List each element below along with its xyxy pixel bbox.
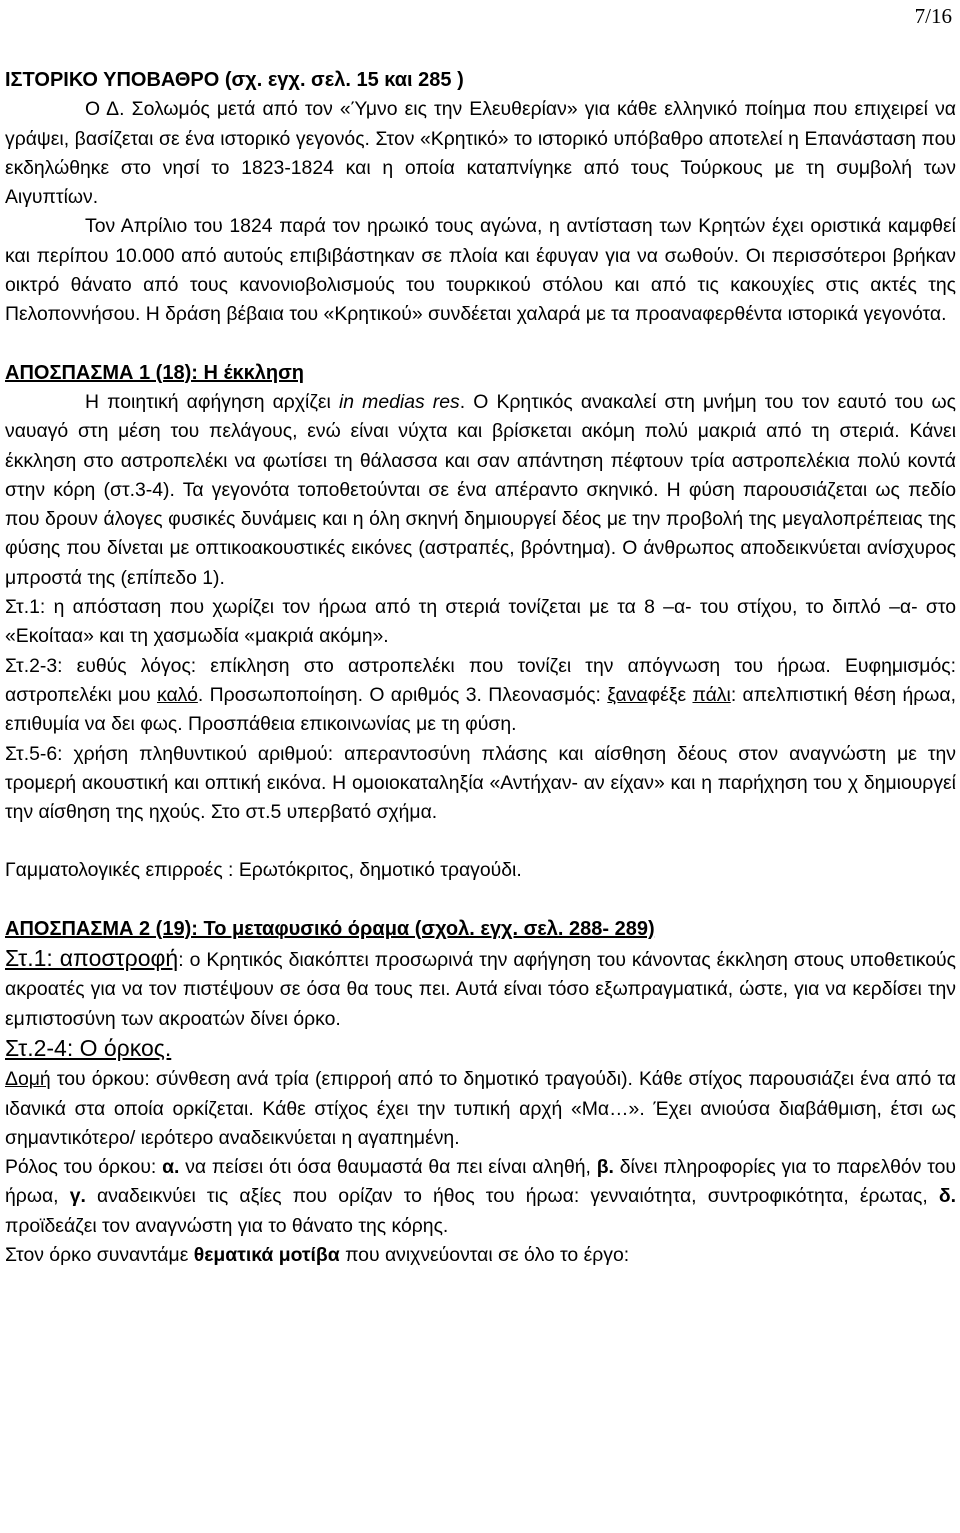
word-xana: ξανα: [607, 683, 648, 706]
spacer: [5, 827, 956, 856]
excerpt1-verse-1: Στ.1: η απόσταση που χωρίζει τον ήρωα από τη στεριά τονίζεται με τα 8 –α- του στίχου, το διπλό –α- στο «Εκοίταα» και τη χασμωδία «μακριά ακόμη».: [5, 596, 956, 648]
apostrophe-label: Στ.1: αποστροφή: [5, 945, 179, 972]
literary-influences: Γαμματολογικές επιρροές : Ερωτόκριτος, δημοτικό τραγούδι.: [5, 859, 522, 882]
excerpt1-intro: Η ποιητική αφήγηση αρχίζει in medias res. Ο Κρητικός ανακαλεί στη μνήμη του τον εαυτό του ως ναυαγό στη μέση του πελάγους, ενώ είναι νύχτα και βρίσκεται ακόμη πολύ μακριά από τη στεριά. Κάνει έκκληση στο αστροπελέκι να φωτίσει τη θάλασσα και σαν απάντηση πέφτουν τρία αστροπελέκια πολύ κοντά στην κόρη (στ.3-4). Τα γεγονότα τοποθετούνται σε ένα απέραντο σκηνικό. Η φύση παρουσιάζεται ως πεδίο που δρουν άλογες φυσικές δυνάμεις και η όλη σκηνή δημιουργεί δέος με την προβολή της μεγαλοπρέπειας της φύσης που δίνεται με οπτικοακουστικές εικόνες (αστραπές, βρόντημα). Ο άνθρωπος αποδεικνύεται ανίσχυρος μπροστά της (επίπεδο 1).: [5, 390, 957, 589]
thematic-motifs: Στον όρκο συναντάμε θεματικά μοτίβα που ανιχνεύονται σε όλο το έργο:: [5, 1243, 630, 1266]
document-body: [5, 66, 956, 1270]
page-number: 7/16: [914, 4, 952, 28]
oath-role: Ρόλος του όρκου: α. να πείσει ότι όσα θαυμαστά θα πει είναι αληθή, β. δίνει πληροφορίες για το παρελθόν του ήρωα, γ. αναδεικνύει τις αξίες που ορίζαν το ήθος του ήρωα: γενναιότητα, συντροφικότητα, έρωτας, δ. προϊδεάζει τον αναγνώστη για το θάνατο της κόρης.: [5, 1156, 956, 1237]
word-pali: πάλι: [692, 683, 731, 706]
structure-label: Δομή: [5, 1068, 51, 1091]
oath-structure: Δομή του όρκου: σύνθεση ανά τρία (επιρροή από το δημοτικό τραγούδι). Κάθε στίχος παρουσιάζει ένα από τα ιδανικά στα οποία ορκίζεται. Κάθε στίχος έχει την τυπική αρχή «Μα…». Έχει ανιούσα διαβάθμιση, έτσι ως σημαντικότερο/ ιερότερο αναδεικνύεται η αγαπημένη.: [5, 1068, 956, 1149]
excerpt2-verse-1: Στ.1: αποστροφή: ο Κρητικός διακόπτει προσωρινά την αφήγηση του κάνοντας έκκληση στους υποθετικούς ακροατές για να τον πιστέψουν σε όσα θα τους πει. Αυτά είναι τόσο εξωπραγματικά, ώστε, για να κερδίσει την εμπιστοσύνη των ακροατών δίνει όρκο.: [5, 945, 956, 1030]
word-kalo: καλό: [157, 683, 198, 706]
historical-paragraph-2: Τον Απρίλιο του 1824 παρά τον ηρωικό τους αγώνα, η αντίσταση των Κρητών έχει οριστικά καμφθεί και περίπου 10.000 από αυτούς επιβιβάστηκαν σε πλοία και έφυγαν για να σωθούν. Οι περισσότεροι βρήκαν οικτρό θάνατο από τους κανονιοβολισμούς του τουρκικού στόλου και από τις κακουχίες στις ακτές της Πελοποννήσου. Η δράση βέβαια του «Κρητικού» συνδέεται χαλαρά με τα προαναφερθέντα ιστορικά γεγονότα.: [5, 215, 956, 326]
excerpt1-verse-5-6: Στ.5-6: χρήση πληθυντικού αριθμού: απεραντοσύνη πλάσης και αίσθηση δέους στον αναγνώστη με την τρομερή ακουστική και οπτική εικόνα. Η ομοιοκαταληξία «Αντήχαν- αν είχαν» και η παρήχηση του χ δημιουργεί την αίσθηση της ηχούς. Στο στ.5 υπερβατό σχήμα.: [5, 742, 956, 824]
excerpt2-heading: ΑΠΟΣΠΑΣΜΑ 2 (19): Το μεταφυσικό όραμα (σχολ. εγχ. σελ. 288- 289): [5, 917, 655, 940]
oath-heading: Στ.2-4: Ο όρκος.: [5, 1034, 172, 1061]
spacer: [5, 886, 956, 915]
spacer: [5, 330, 956, 359]
in-medias-res: in medias res: [338, 390, 460, 413]
excerpt1-heading: ΑΠΟΣΠΑΣΜΑ 1 (18): Η έκκληση: [5, 361, 305, 384]
excerpt1-verse-2-3: Στ.2-3: ευθύς λόγος: επίκληση στο αστροπελέκι που τονίζει την απόγνωση του ήρωα. Ευφημισμός: αστροπελέκι μου καλό. Προσωποποίηση. Ο αριθμός 3. Πλεονασμός: ξαναφέξε πάλι: απελπιστική θέση ήρωα, επιθυμία να δει φως. Προσπάθεια επικοινωνίας με τη φύση.: [5, 654, 957, 736]
historical-paragraph-1: Ο Δ. Σολωμός μετά από τον «Ύμνο εις την Ελευθερίαν» για κάθε ελληνικό ποίημα που επιχειρεί να γράψει, βασίζεται σε ένα ιστορικό γεγονός. Στον «Κρητικό» το ιστορικό υπόβαθρο αποτελεί η Επανάσταση που εκδηλώθηκε στο νησί το 1823-1824 και η οποία καταπνίγηκε από τους Τούρκους με τη συμβολή των Αιγυπτίων.: [5, 98, 956, 209]
historical-heading: ΙΣΤΟΡΙΚΟ ΥΠΟΒΑΘΡΟ (σχ. εγχ. σελ. 15 και 285 ): [5, 69, 464, 91]
